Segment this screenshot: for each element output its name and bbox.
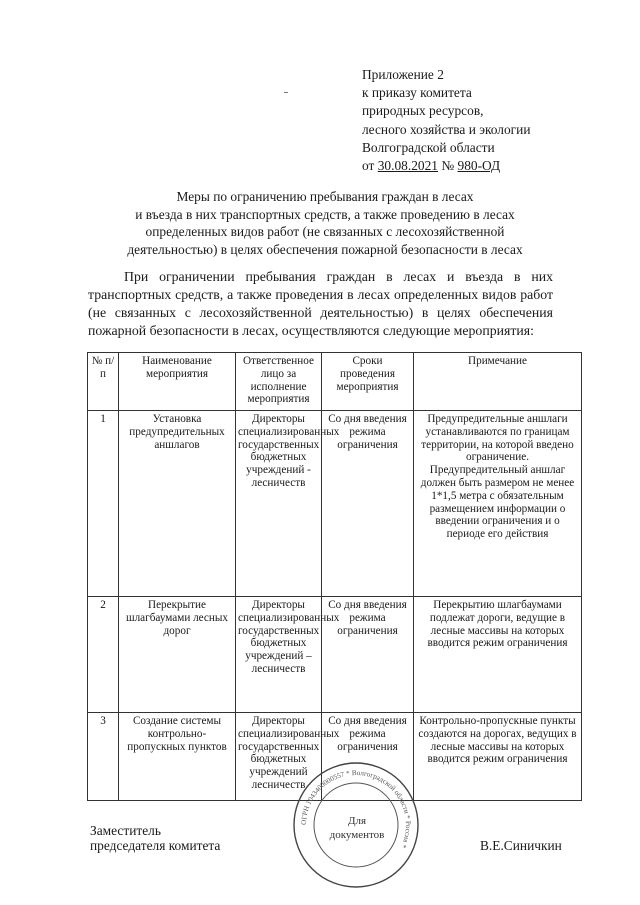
table-header-row xyxy=(88,353,582,411)
date-prefix: от xyxy=(362,158,375,174)
scan-speck xyxy=(284,92,288,93)
appendix-line: Волгоградской области xyxy=(362,139,495,155)
position-line: Заместитель xyxy=(90,823,161,838)
title-line: и въезда в них транспортных средств, а также проведению в лесах xyxy=(135,206,515,222)
cell-number: 2 xyxy=(88,597,119,713)
cell-responsible: Директоры специализированных государственных бюджетных учреждений – лесничеств xyxy=(236,597,322,713)
intro-paragraph: При ограничении пребывания граждан в лесах и въезда в них транспортных средств, а также проведения в лесах определенных видов работ (не связанных с лесохозяйственной деятельностью) в целях обеспечения пожарной безопасности в лесах, осуществляются следующие мероприятия: xyxy=(88,269,553,338)
cell-responsible: Директоры специализированных государственных бюджетных учреждений - лесничеств xyxy=(236,411,322,597)
measures-table xyxy=(87,352,582,801)
appendix-header xyxy=(362,66,602,175)
cell-term: Со дня введения режима ограничения xyxy=(322,597,414,713)
header-number: № п/п xyxy=(88,353,119,411)
header-name: Наименование мероприятия xyxy=(119,353,236,411)
cell-term: Со дня введения режима ограничения xyxy=(322,411,414,597)
stamp-center-line: Для xyxy=(347,815,367,827)
cell-number: 3 xyxy=(88,713,119,801)
appendix-line: природных ресурсов, xyxy=(362,103,484,119)
cell-note: Перекрытию шлагбаумами подлежат дороги, ведущие в лесные массивы на которых вводится режим ограничения xyxy=(414,597,582,713)
position-line: председателя комитета xyxy=(90,838,221,853)
header-note: Примечание xyxy=(414,353,582,411)
cell-term: Со дня введения режима ограничения xyxy=(322,713,414,801)
cell-number: 1 xyxy=(88,411,119,597)
signatory-name: В.Е.Синичкин xyxy=(480,838,562,853)
cell-note: Предупредительные аншлаги устанавливаются по границам территории, на которой введено ограничение. Предупредительный аншлаг должен быть размером не менее 1*1,5 метра с обязательным размещением информации о введении ограничения и о периоде его действия xyxy=(414,411,582,597)
stamp-center-line: документов xyxy=(329,829,385,841)
appendix-line: Приложение 2 xyxy=(362,67,444,82)
table-row xyxy=(88,411,582,597)
number-sign: № xyxy=(441,158,455,174)
signatory-position xyxy=(90,823,220,853)
title-line: Меры по ограничению пребывания граждан в лесах xyxy=(176,189,474,204)
order-date: 30.08.2021 xyxy=(377,158,438,174)
official-stamp xyxy=(291,760,421,890)
table-row xyxy=(88,597,582,713)
cell-responsible: Директоры специализированных государственных бюджетных учреждений лесничеств xyxy=(236,713,322,801)
title-line: деятельностью) в целях обеспечения пожарной безопасности в лесах xyxy=(127,241,523,257)
order-number: 980-ОД xyxy=(457,158,501,174)
stamp-ring-text: ОГРН 1043400000557 * Волгоградской области * Россия * xyxy=(299,768,413,850)
appendix-line: к приказу комитета xyxy=(362,85,472,101)
appendix-line: лесного хозяйства и экологии xyxy=(362,121,531,137)
cell-name: Установка предупредительных аншлагов xyxy=(119,411,236,597)
cell-name: Создание системы контрольно-пропускных пунктов xyxy=(119,713,236,801)
order-date-line xyxy=(362,157,602,175)
cell-name: Перекрытие шлагбаумами лесных дорог xyxy=(119,597,236,713)
document-title xyxy=(100,188,550,258)
header-term: Сроки проведения мероприятия xyxy=(322,353,414,411)
header-responsible: Ответственное лицо за исполнение мероприятия xyxy=(236,353,322,411)
cell-note: Контрольно-пропускные пункты создаются на дорогах, ведущих в лесные массивы на которых вводится режим ограничения xyxy=(414,713,582,801)
title-line: определенных видов работ (не связанных с лесохозяйственной xyxy=(145,224,505,240)
